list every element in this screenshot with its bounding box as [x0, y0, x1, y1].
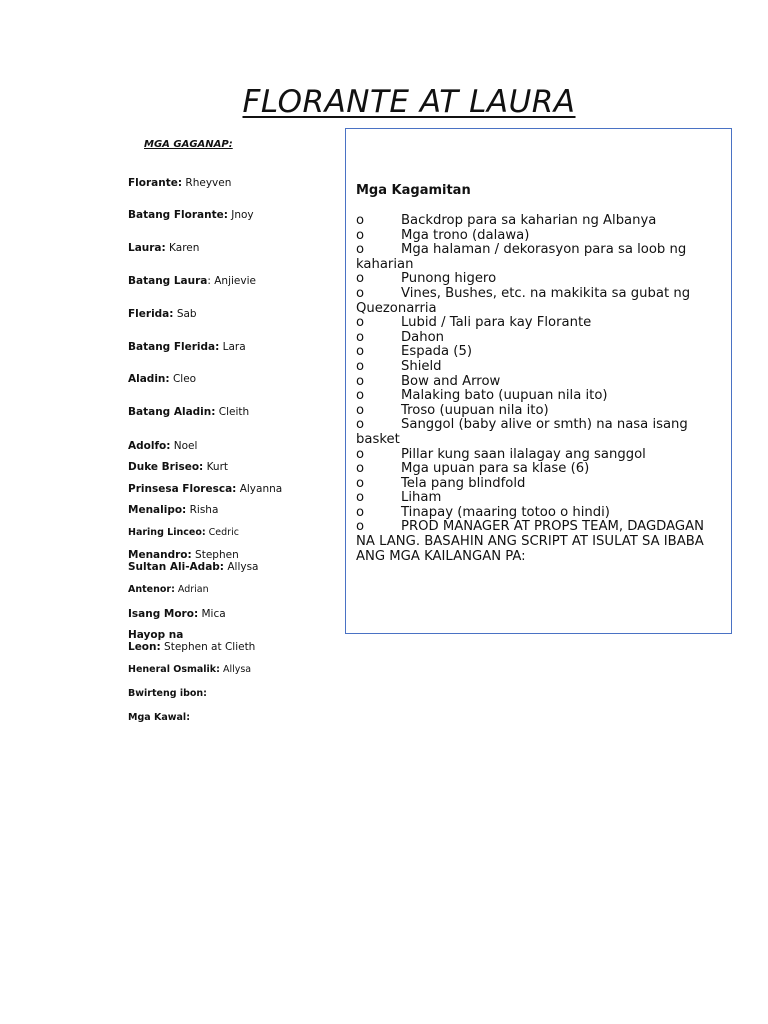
cast-entry [128, 549, 239, 561]
cast-entry [128, 664, 251, 676]
props-item [356, 360, 726, 375]
bullet-marker: o [356, 285, 365, 301]
bullet-marker: o [356, 475, 365, 491]
bullet-marker: o [356, 461, 365, 477]
cast-actor: Karen [165, 242, 200, 254]
cast-actor: Kurt [203, 461, 229, 473]
bullet-marker: o [356, 227, 365, 243]
cast-actor: Rheyven [182, 177, 232, 189]
props-item-text: Tela pang blindfold [401, 475, 526, 491]
bullet-marker: o [356, 504, 365, 520]
props-item [356, 229, 726, 244]
bullet-marker: o [356, 519, 365, 535]
cast-role: Bwirteng ibon: [128, 688, 207, 699]
props-item [356, 243, 726, 272]
props-item [356, 404, 726, 419]
cast-entry [128, 561, 258, 573]
cast-actor: : Anjievie [207, 275, 256, 287]
cast-actor: Allysa [219, 664, 252, 675]
cast-actor: Jnoy [227, 209, 254, 221]
cast-role: Mga Kawal: [128, 712, 190, 723]
cast-role: Leon: [128, 641, 161, 653]
cast-actor: Cedric [205, 527, 239, 538]
props-item [356, 214, 726, 229]
cast-actor: Mica [198, 608, 226, 620]
cast-actor: Noel [170, 440, 198, 452]
cast-entry [128, 608, 226, 620]
props-item-text: Mga trono (dalawa) [401, 227, 530, 243]
cast-role: Flerida: [128, 308, 174, 320]
cast-role: Antenor: [128, 584, 175, 595]
cast-actor: Stephen at Clieth [160, 641, 256, 653]
cast-role: Sultan Ali-Adab: [128, 561, 224, 573]
props-item-text: Vines, Bushes, etc. na makikita sa gubat ng Quezonarria [356, 285, 691, 316]
bullet-marker: o [356, 402, 365, 418]
props-box [345, 128, 732, 634]
props-item [356, 462, 726, 477]
props-item [356, 520, 726, 564]
cast-role: Batang Laura [128, 275, 208, 287]
cast-role: Batang Flerida: [128, 341, 220, 353]
cast-role: Hayop na [128, 629, 184, 641]
cast-entry [128, 242, 199, 254]
props-item [356, 448, 726, 463]
bullet-marker: o [356, 388, 365, 404]
cast-entry [128, 341, 246, 353]
cast-entry [128, 373, 196, 385]
cast-entry [128, 461, 228, 473]
props-item-text: Malaking bato (uupuan nila ito) [401, 388, 608, 404]
props-item-text: Backdrop para sa kaharian ng Albanya [401, 213, 657, 228]
document-title: FLORANTE AT LAURA [242, 84, 576, 120]
props-item-text: Bow and Arrow [401, 373, 501, 389]
cast-entry [128, 440, 197, 452]
cast-role: Haring Linceo: [128, 527, 206, 538]
cast-entry [128, 308, 197, 320]
cast-role: Isang Moro: [128, 608, 199, 620]
cast-role: Prinsesa Floresca: [128, 483, 237, 495]
cast-entry [128, 527, 239, 539]
props-item [356, 491, 726, 506]
props-item [356, 316, 726, 331]
props-item-text: Sanggol (baby alive or smth) na nasa isang basket [356, 417, 688, 447]
props-item-text: Mga halaman / dekorasyon para sa loob ng kaharian [356, 242, 687, 272]
cast-actor: Alyanna [236, 483, 283, 495]
cast-entry [128, 712, 190, 724]
cast-actor: Lara [219, 341, 246, 353]
props-heading: Mga Kagamitan [356, 183, 471, 198]
props-item-text: Troso (uupuan nila ito) [401, 402, 549, 418]
props-item [356, 375, 726, 390]
cast-actor: Adrian [174, 584, 209, 595]
props-item [356, 287, 726, 316]
props-list [356, 214, 726, 564]
cast-entry [128, 483, 282, 495]
props-item-text: Dahon [401, 329, 445, 345]
props-item-text: Espada (5) [401, 344, 472, 360]
cast-role: Duke Briseo: [128, 461, 204, 473]
props-item [356, 389, 726, 404]
cast-role: Laura: [128, 242, 166, 254]
bullet-marker: o [356, 490, 365, 506]
cast-actor: Cleo [169, 373, 197, 385]
cast-entry [128, 584, 209, 596]
bullet-marker: o [356, 358, 365, 374]
cast-entry [128, 629, 183, 641]
bullet-marker: o [356, 213, 365, 228]
props-item [356, 506, 726, 521]
cast-heading: MGA GAGANAP: [144, 139, 233, 150]
cast-role: Batang Aladin: [128, 406, 216, 418]
bullet-marker: o [356, 315, 365, 331]
cast-entry [128, 641, 255, 653]
cast-role: Menandro: [128, 549, 192, 561]
cast-role: Heneral Osmalik: [128, 664, 220, 675]
props-item-text: Pillar kung saan ilalagay ang sanggol [401, 446, 646, 462]
props-item-text: Tinapay (maaring totoo o hindi) [401, 504, 610, 520]
bullet-marker: o [356, 417, 365, 433]
bullet-marker: o [356, 446, 365, 462]
props-item [356, 345, 726, 360]
cast-actor: Stephen [191, 549, 239, 561]
bullet-marker: o [356, 344, 365, 360]
bullet-marker: o [356, 329, 365, 345]
cast-entry [128, 406, 249, 418]
props-item [356, 418, 726, 447]
props-item-text: Mga upuan para sa klase (6) [401, 461, 590, 477]
cast-entry [128, 177, 231, 189]
props-item-text: Lubid / Tali para kay Florante [401, 315, 592, 331]
cast-role: Aladin: [128, 373, 170, 385]
cast-actor: Risha [186, 504, 219, 516]
cast-entry [128, 209, 254, 221]
props-item [356, 331, 726, 346]
props-item [356, 272, 726, 287]
props-item [356, 477, 726, 492]
cast-entry [128, 275, 256, 287]
cast-actor: Sab [173, 308, 197, 320]
cast-actor: Allysa [224, 561, 259, 573]
cast-role: Batang Florante: [128, 209, 228, 221]
cast-entry [128, 504, 218, 516]
props-item-text: Liham [401, 490, 442, 506]
cast-role: Florante: [128, 177, 183, 189]
props-item-text: Shield [401, 358, 442, 374]
cast-actor: Cleith [215, 406, 250, 418]
cast-role: Menalipo: [128, 504, 187, 516]
props-item-text: PROD MANAGER AT PROPS TEAM, DAGDAGAN NA LANG. BASAHIN ANG SCRIPT AT ISULAT SA IBABA ANG MGA KAILANGAN PA: [356, 519, 704, 564]
bullet-marker: o [356, 242, 365, 258]
props-item-text: Punong higero [401, 271, 497, 287]
cast-role: Adolfo: [128, 440, 171, 452]
bullet-marker: o [356, 271, 365, 287]
cast-entry [128, 688, 207, 700]
bullet-marker: o [356, 373, 365, 389]
